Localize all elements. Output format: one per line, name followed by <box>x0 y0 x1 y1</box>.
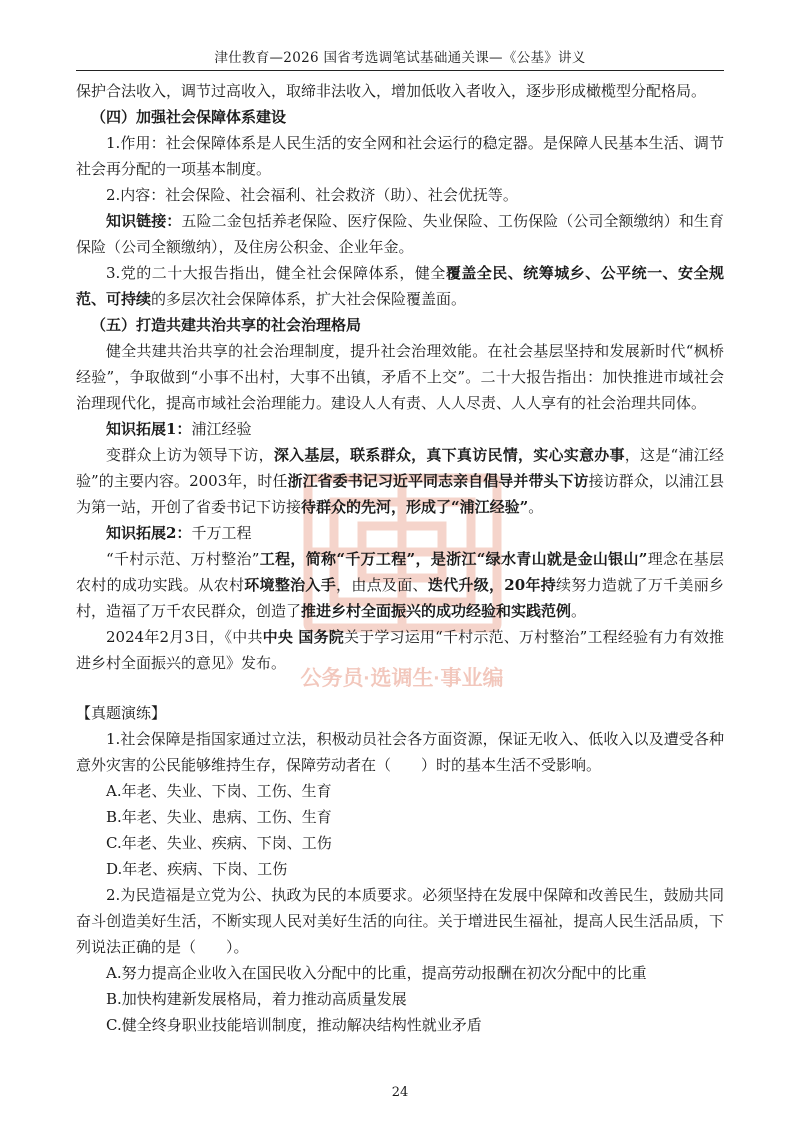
question-1-option-d: D.年老、疾病、下岗、工伤 <box>106 860 288 878</box>
page-number: 24 <box>391 1085 409 1100</box>
text-run: 。 <box>571 602 587 620</box>
paragraph-distribution: 保护合法收入，调节过高收入，取缔非法收入，增加低收入者收入，逐步形成橄榄型分配格局。 <box>76 82 707 100</box>
bold-run: 浙江省委书记习近平同志亲自倡导并带头下访 <box>287 472 589 490</box>
extension-label: 知识拓展2： <box>106 524 192 542</box>
spacer <box>76 676 724 700</box>
text-run: 3.党的二十大报告指出，健全社会保障体系，健全 <box>106 264 446 282</box>
text-run: 变群众上访为领导下访， <box>106 446 274 464</box>
paragraph-qianwan <box>76 546 724 624</box>
paragraph-2024-opinion <box>76 624 724 676</box>
knowledge-link <box>76 208 724 260</box>
section-heading-5: （五）打造共建共治共享的社会治理格局 <box>91 316 362 334</box>
text-run: 续努力造就了万千美丽乡村，造福了万千农民群众，创造了 <box>76 576 724 620</box>
section-heading-4: （四）加强社会保障体系建设 <box>91 108 287 126</box>
question-1-option-a: A.年老、失业、下岗、工伤、生育 <box>106 782 332 800</box>
paragraph-content: 2.内容：社会保险、社会福利、社会救济（助）、社会优抚等。 <box>106 186 518 204</box>
text-run: 关于学习运用“千村示范、万村整治”工程经验有力有效推进乡村全面振兴的意见》发布。 <box>76 628 724 672</box>
question-1-option-b: B.年老、失业、患病、工伤、生育 <box>106 808 332 826</box>
text-run: ，这是“浦江经验”的主要内容。2003年，时任 <box>76 446 724 490</box>
text-run: 接访群众，以浦江县为第一站，开创了省委书记下访接 <box>76 472 724 516</box>
extension-title: 千万工程 <box>191 524 252 542</box>
question-1-option-c: C.年老、失业、疾病、下岗、工伤 <box>106 834 332 852</box>
text-run: ，由点及面、 <box>336 576 428 594</box>
knowledge-extension-1 <box>76 416 724 442</box>
text-run: “千村示范、万村整治” <box>106 550 260 568</box>
extension-label: 知识拓展1： <box>106 420 192 438</box>
running-header: 津仕教育—2026 国省考选调笔试基础通关课—《公基》讲义 <box>214 50 586 66</box>
knowledge-link-label: 知识链接： <box>106 212 182 230</box>
watermark-slogan: 公务员·选调生·事业编 <box>300 667 504 690</box>
bold-run: 待群众的先河，形成了“浦江经验” <box>301 498 529 516</box>
text-run: 。 <box>528 498 544 516</box>
page-content <box>76 78 724 1038</box>
bold-run: 工程，简称“千万工程”，是浙江“绿水青山就是金山银山” <box>259 550 648 568</box>
header-rule <box>76 70 724 71</box>
text-run: 的多层次社会保障体系，扩大社会保险覆盖面。 <box>151 290 467 308</box>
question-2: 2.为民造福是立党为公、执政为民的本质要求。必须坚持在发展中保障和改善民生，鼓励共同奋斗创造美好生活，不断实现人民对美好生活的向往。关于增进民生福祉，提高人民生活品质，下列说法正确的是（ ）。 <box>76 886 724 956</box>
bold-run: 环境整治入手 <box>244 576 337 594</box>
extension-title: 浦江经验 <box>191 420 252 438</box>
paragraph-function: 1.作用：社会保障体系是人民生活的安全网和社会运行的稳定器。是保障人民基本生活、调节社会再分配的一项基本制度。 <box>76 134 724 178</box>
question-1: 1.社会保障是指国家通过立法，积极动员社会各方面资源，保证无收入、低收入以及遭受各种意外灾害的公民能够维持生存，保障劳动者在（ ）时的基本生活不受影响。 <box>76 730 724 774</box>
text-run: 2024年2月3日，《中共 <box>106 628 263 646</box>
text-run: 理念在基层农村的成功实践。从农村 <box>76 550 724 594</box>
question-2-option-a: A.努力提高企业收入在国民收入分配中的比重，提高劳动报酬在初次分配中的比重 <box>106 964 647 982</box>
bold-run: 覆盖全民、统筹城乡、公平统一、安全规范、可持续 <box>76 264 724 308</box>
question-2-option-b: B.加快构建新发展格局，着力推动高质量发展 <box>106 990 407 1008</box>
paragraph-governance: 健全共建共治共享的社会治理制度，提升社会治理效能。在社会基层坚持和发展新时代“枫桥经验”，争取做到“小事不出村，大事不出镇，矛盾不上交”。二十大报告指出：加快推进市域社会治理现代化，提高市域社会治理能力。建设人人有责、人人尽责、人人享有的社会治理共同体。 <box>76 342 724 412</box>
bold-run: 深入基层，联系群众，真下真访民情，实心实意办事 <box>273 446 625 464</box>
paragraph-pujiang <box>76 442 724 520</box>
question-2-option-c: C.健全终身职业技能培训制度，推动解决结构性就业矛盾 <box>106 1016 482 1034</box>
bold-run: 推进乡村全面振兴的成功经验和实践范例 <box>301 602 572 620</box>
bold-run: 中央 国务院 <box>262 628 344 646</box>
exercise-heading: 【真题演练】 <box>76 704 167 722</box>
knowledge-link-text: 五险二金包括养老保险、医疗保险、失业保险、工伤保险（公司全额缴纳）和生育保险（公司全额缴纳），及住房公积金、企业年金。 <box>76 212 724 256</box>
knowledge-extension-2 <box>76 520 724 546</box>
bold-run: 迭代升级，20年持 <box>427 576 557 594</box>
paragraph-twentieth-congress <box>76 260 724 312</box>
